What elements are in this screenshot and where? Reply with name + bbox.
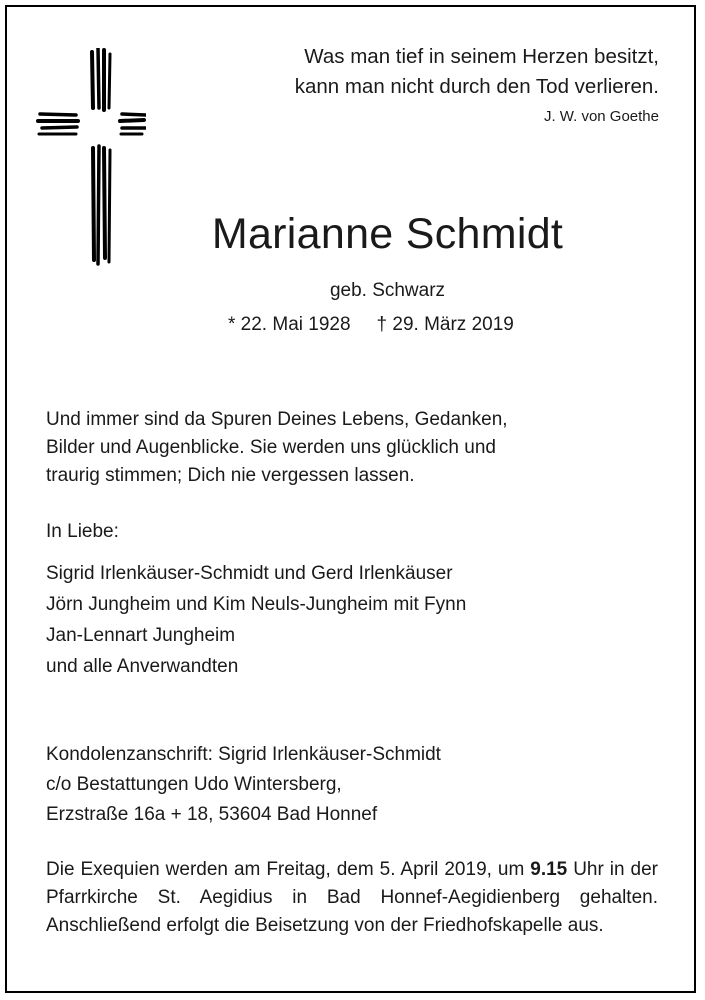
mourner: Jan-Lennart Jungheim <box>46 625 236 646</box>
address-line: Erzstraße 16a + 18, 53604 Bad Honnef <box>46 804 378 825</box>
verse-line: Und immer sind da Spuren Deines Lebens, Gedanken, <box>46 409 508 430</box>
birth-date: * 22. Mai 1928 <box>228 314 351 335</box>
condolence-address <box>46 740 441 830</box>
address-line: c/o Bestattungen Udo Wintersberg, <box>46 774 342 795</box>
mourners-intro: In Liebe: <box>46 521 119 542</box>
mourner: Jörn Jungheim und Kim Neuls-Jungheim mit Fynn <box>46 594 467 615</box>
service-text-1: Die Exequien werden am Freitag, dem 5. April 2019, um <box>46 859 531 880</box>
quote <box>295 42 659 128</box>
mourners-list <box>46 558 466 682</box>
quote-author: J. W. von Goethe <box>543 108 659 125</box>
mourner: Sigrid Irlenkäuser-Schmidt und Gerd Irlenkäuser <box>46 563 453 584</box>
deceased-name: Marianne Schmidt <box>211 210 564 258</box>
funeral-service-info <box>46 856 658 940</box>
verse-line: traurig stimmen; Dich nie vergessen lassen. <box>46 465 415 486</box>
verse <box>46 406 646 490</box>
service-text-2: Uhr in der Pfarrkirche St. Aegidius in Bad Honnef-Aegidienberg gehalten. Anschließend erfolgt die Beisetzung von der Friedhofskapelle aus. <box>46 859 659 936</box>
verse-line: Bilder und Augenblicke. Sie werden uns glücklich und <box>46 437 496 458</box>
service-time: 9.15 <box>530 859 568 880</box>
mourner: und alle Anverwandten <box>46 656 239 677</box>
quote-line-1: Was man tief in seinem Herzen besitzt, <box>304 45 659 68</box>
life-dates <box>228 314 514 336</box>
death-date: † 29. März 2019 <box>376 314 514 335</box>
address-line: Kondolenzanschrift: Sigrid Irlenkäuser-Schmidt <box>46 744 441 765</box>
quote-line-2: kann man nicht durch den Tod verlieren. <box>294 75 659 98</box>
birth-name: geb. Schwarz <box>329 280 446 301</box>
